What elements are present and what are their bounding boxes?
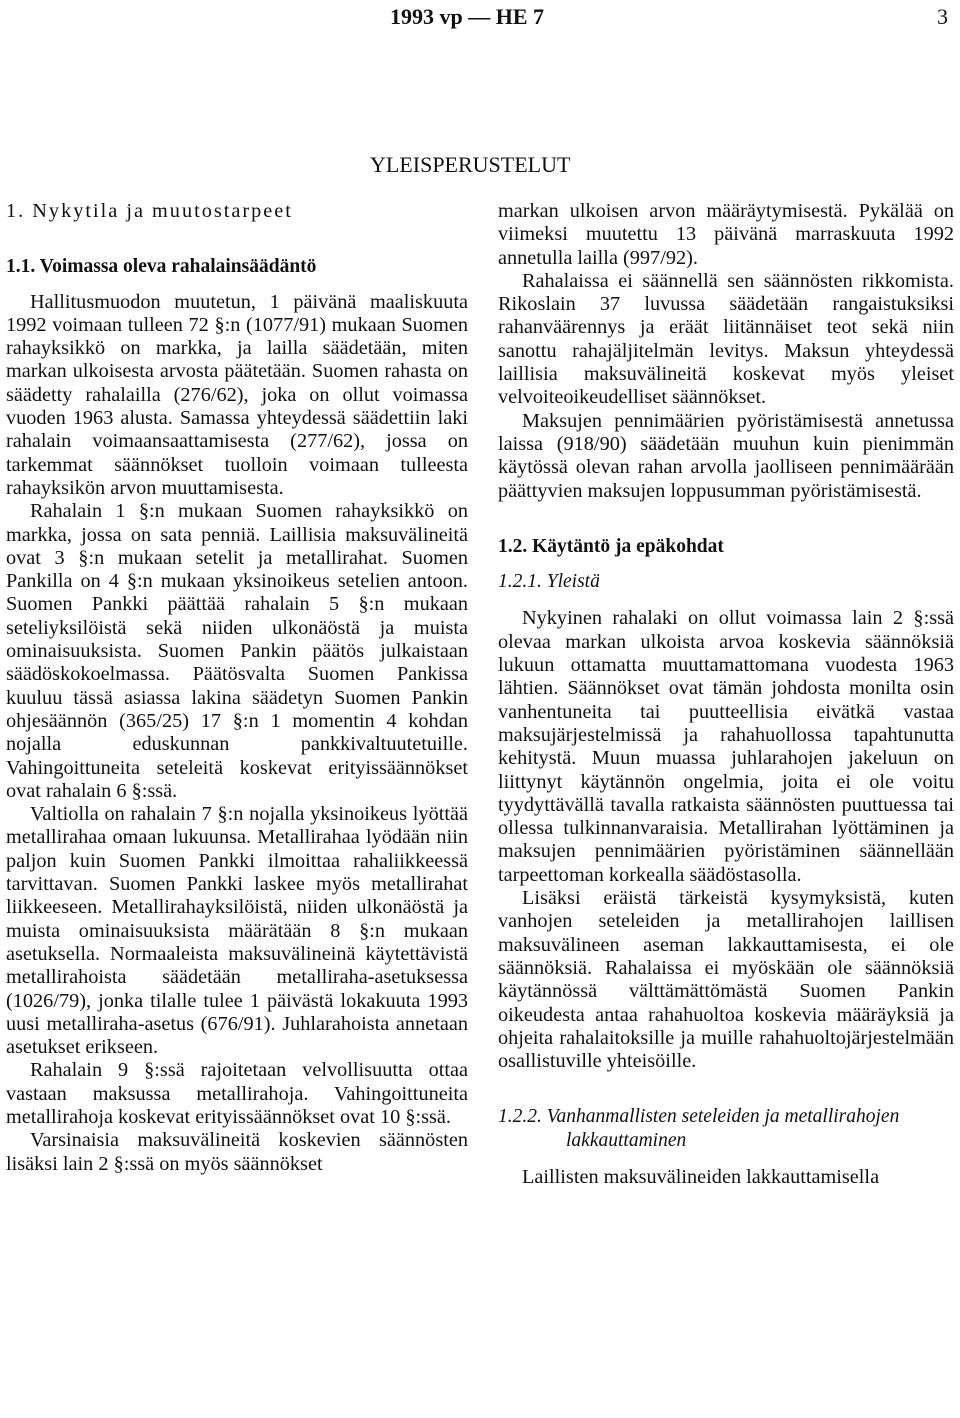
heading-level-2-kaytanto: 1.2. Käytäntö ja epäkohdat [498, 535, 724, 557]
spacer [498, 503, 954, 535]
right-column [498, 200, 954, 1189]
paragraph: Varsinaisia maksuvälineitä koskevien säännösten lisäksi lain 2 §:ssä on myös säännökset [6, 1129, 468, 1175]
paragraph: Lisäksi eräistä tärkeistä kysymyksistä, kuten vanhojen seteleiden ja metallirahojen laillisen maksuvälineen aseman lakkauttamisesta, ei ole säännöksiä. Rahalaissa ei myöskään ole säännöksiä käytännössä välttämättömästä Suomen Pankin oikeudesta antaa rahahuoltoa koskevia määräyksiä ja ohjeita rahalaitoksille ja muille rahahuoltojärjestelmään osallistuville yhteisöille. [498, 887, 954, 1073]
paragraph: Laillisten maksuvälineiden lakkauttamisella [522, 1165, 880, 1188]
paragraph: Rahalain 9 §:ssä rajoitetaan velvollisuutta ottaa vastaan maksussa metallirahoja. Vahingoittuneita metallirahoja koskevat erityissäännökset ovat 10 §:ssä. [6, 1059, 468, 1128]
paragraph: Rahalain 1 §:n mukaan Suomen rahayksikkö on markka, jossa on sata penniä. Laillisia maksuvälineitä ovat 3 §:n mukaan setelit ja metallirahat. Suomen Pankilla on 4 §:n mukaan yksinoikeus setelien antoon. Suomen Pankki päättää rahalain 5 §:n mukaan seteliyksilöistä sekä niiden ulkonäöstä ja muista ominaisuuksista. Suomen Pankin päätös julkaistaan säädöskokoelmassa. Päätösvalta Suomen Pankissa kuuluu tässä asiassa lakina säädetyn Suomen Pankin ohjesäännön (365/25) 17 §:n 1 momentin 4 kohdan nojalla eduskunnan pankkivaltuutetuille. Vahingoittuneita seteleitä koskevat erityissäännökset ovat rahalain 6 §:ssä. [6, 500, 468, 802]
heading-level-1: 1. Nykytila ja muutostarpeet [6, 200, 293, 222]
running-title: 1993 vp — HE 7 [390, 4, 545, 29]
page-number: 3 [937, 4, 948, 29]
paragraph: markan ulkoisen arvon määräytymisestä. Pykälää on viimeksi muutettu 13 päivänä marraskuuta 1992 annetulla lailla (997/92). [498, 200, 954, 269]
paragraph: Valtiolla on rahalain 7 §:n nojalla yksinoikeus lyöttää metallirahaa omaan lukuunsa. Metallirahaa lyödään niin paljon kuin Suomen Pankki ilmoittaa rahaliikkeessä tarvittavan. Suomen Pankki laskee myös metallirahat liikkeeseen. Metallirahayksilöistä, niiden ulkonäöstä ja muista ominaisuuksista määrätään 8 §:n mukaan asetuksella. Normaaleista maksuvälineinä käytettävistä metallirahoista säädetään metalliraha-asetuksessa (1026/79), jonka tilalle tulee 1 päivästä lokakuuta 1993 uusi metalliraha-asetus (676/91). Juhlarahoista annetaan asetukset erikseen. [6, 803, 468, 1059]
left-column [6, 200, 468, 1176]
paragraph: Rahalaissa ei säännellä sen säännösten rikkomista. Rikoslain 37 luvussa säädetään rangaistuksiksi rahanväärennys ja eräät liitännäiset teot sekä niin sanottu rahajäljitelmän levitys. Maksun yhteydessä laillisia maksuvälineitä koskevat myös yleiset velvoiteoikeudelliset säännökset. [498, 269, 954, 409]
spacer [498, 1073, 954, 1105]
paragraph: Maksujen pennimäärien pyöristämisestä annetussa laissa (918/90) säädetään muuhun kuin pienimmän käytössä olevan rahan arvolla jaolliseen pennimäärään päättyvien maksujen loppusumman pyöristämisestä. [498, 409, 954, 502]
section-title: YLEISPERUSTELUT [370, 152, 571, 177]
page-header [0, 4, 960, 34]
heading-level-2-voimassa: 1.1. Voimassa oleva rahalainsäädäntö [6, 256, 317, 278]
paragraph: Hallitusmuodon muutetun, 1 päivänä maaliskuuta 1992 voimaan tulleen 72 §:n (1077/91) mukaan Suomen rahayksikkö on markka, ja lailla säädetään, miten markan ulkoisesta arvosta päätetään. Suomen rahasta on säädetty rahalailla (276/62), joka on ollut voimassa vuoden 1963 alusta. Samassa yhteydessä säädettiin laki rahalain voimaansaattamisesta (277/62), jossa on tarkemmat säännökset tuolloin voimaan tulleesta rahayksikön arvon muuttamisesta. [6, 290, 468, 499]
heading-level-3-yleista: 1.2.1. Yleistä [498, 571, 600, 593]
heading-level-3-vanhanmallisten: 1.2.2. Vanhanmallisten seteleiden ja metallirahojen lakkauttaminen [498, 1106, 900, 1151]
paragraph: Nykyinen rahalaki on ollut voimassa lain 2 §:ssä olevaa markan ulkoista arvoa koskevia säännöksiä lukuun ottamatta muuttamattomana vuodesta 1963 lähtien. Säännökset ovat tämän johdosta monilta osin vanhentuneita tai puutteellisia eivätkä vastaa maksujärjestelmissä ja rahahuollossa tapahtunutta kehitystä. Muun muassa juhlarahojen jakeluun on liittynyt käytännön ongelmia, joita ei ole voitu tyydyttävällä tavalla ratkaista säännösten puuttuessa tai ollessa tulkinnanvaraisia. Metallirahan lyöttäminen ja maksujen pennimäärien pyöristäminen säännellään tarpeettoman korkealla säädöstasolla. [498, 607, 954, 886]
